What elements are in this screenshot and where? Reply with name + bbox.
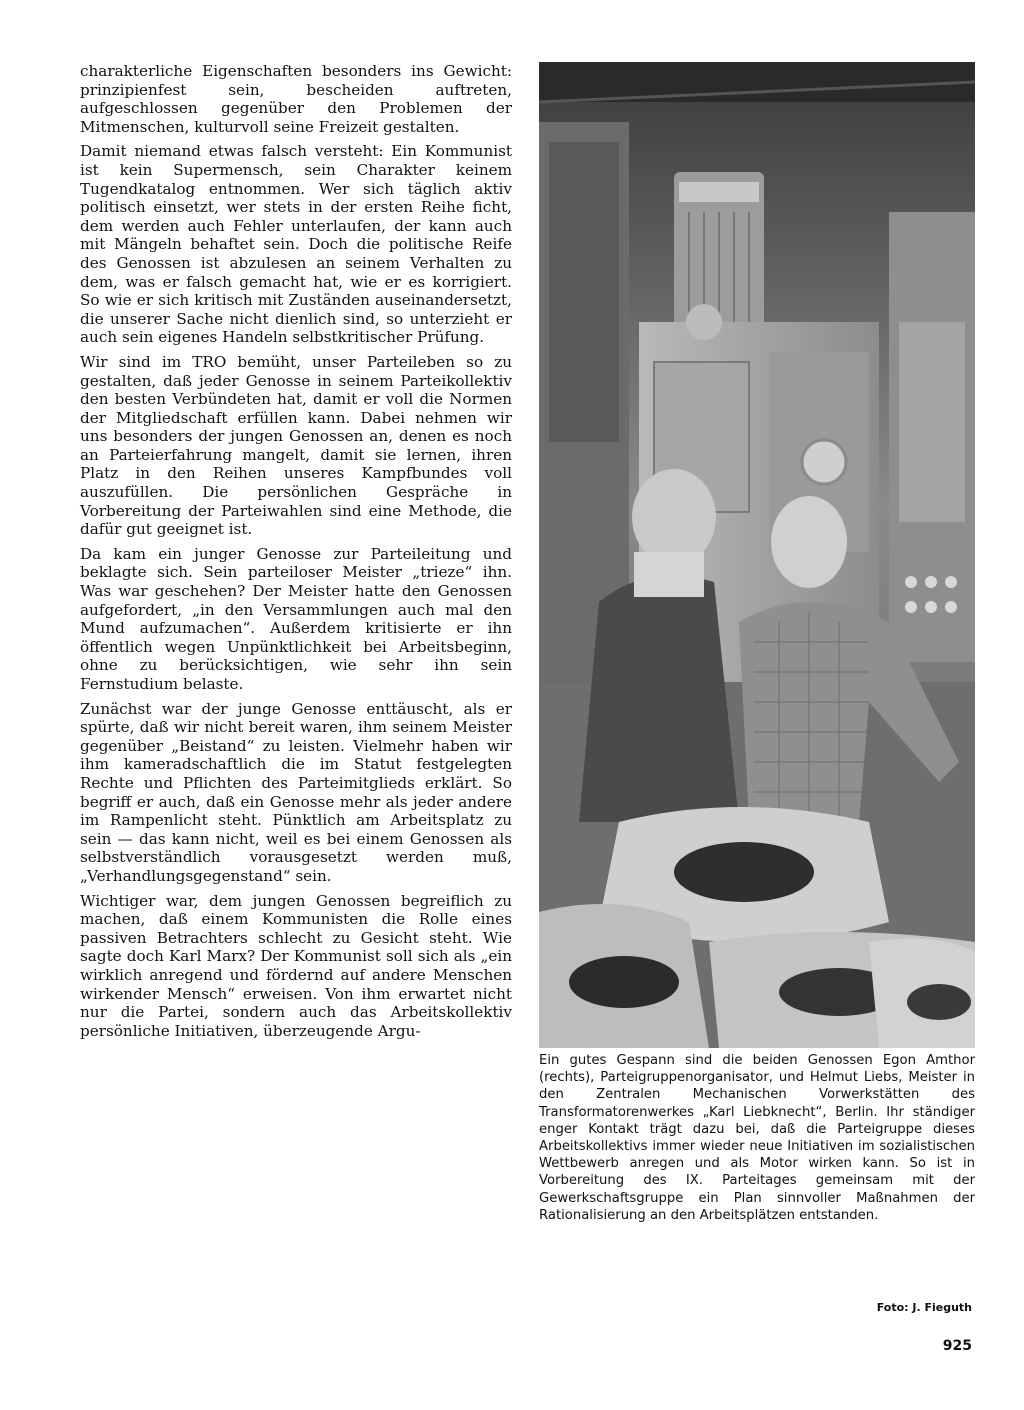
article-column (80, 62, 512, 1046)
paragraph: Damit niemand etwas falsch versteht: Ein Kommunist ist kein Supermensch, sein Charakter keinem Tugendkatalog entnommen. Wer sich täglich aktiv politisch einsetzt, wer stets in der ersten Reihe ficht, dem werden auch Fehler unterlaufen, der kann auch mit Mängeln behaftet sein. Doch die politische Reife des Genossen ist abzulesen an seinem Verhalten zu dem, was er falsch gemacht hat, wie er es korrigiert. So wie er sich kritisch mit Zuständen auseinandersetzt, die unserer Sache nicht dienlich sind, so unterzieht er auch sein eigenes Handeln selbstkritischer Prüfung. (80, 142, 512, 347)
page-number: 925 (942, 1338, 972, 1354)
factory-photo (539, 62, 975, 1048)
paragraph: Zunächst war der junge Genosse enttäuscht, als er spürte, daß wir nicht bereit waren, ihm seinem Meister gegenüber „Beistand“ zu leisten. Vielmehr haben wir ihm kameradschaftlich die im Statut festgelegten Rechte und Pflichten des Parteimitglieds erklärt. So begriff er auch, daß ein Genosse mehr als jeder andere im Rampenlicht steht. Pünktlich am Arbeitsplatz zu sein — das kann nicht, weil es bei einem Genossen als selbstverständlich vorausgesetzt werden muß, „Verhandlungsgegenstand“ sein. (80, 699, 512, 885)
paragraph: charakterliche Eigenschaften besonders ins Gewicht: prinzipienfest sein, bescheiden auftreten, aufgeschlossen gegenüber den Problemen der Mitmenschen, kulturvoll seine Freizeit gestalten. (80, 62, 512, 136)
photo-caption: Ein gutes Gespann sind die beiden Genossen Egon Amthor (rechts), Parteigruppenorganisator, und Helmut Liebs, Meister in den Zentralen Mechanischen Vorwerkstätten des Transformatorenwerkes „Karl Liebknecht“, Berlin. Ihr ständiger enger Kontakt trägt dazu bei, daß die Parteigruppe dieses Arbeitskollektivs immer wieder neue Initiativen im sozialistischen Wettbewerb anregen und als Motor wirken kann. So ist in Vorbereitung des IX. Parteitages gemeinsam mit der Gewerkschaftsgruppe ein Plan sinnvoller Maßnahmen der Rationalisierung an den Arbeitsplätzen entstanden. (539, 1053, 975, 1223)
photo-credit: Foto: J. Fieguth (876, 1301, 972, 1314)
factory-photo-illustration (539, 62, 975, 1048)
paragraph: Wir sind im TRO bemüht, unser Parteileben so zu gestalten, daß jeder Genosse in seinem Parteikollektiv den besten Verbündeten hat, damit er voll die Normen der Mitgliedschaft erfüllen kann. Dabei nehmen wir uns besonders der jungen Genossen an, denen es noch an Parteierfahrung mangelt, damit sie lernen, ihren Platz in den Reihen unseres Kampfbundes voll auszufüllen. Die persönlichen Gespräche in Vorbereitung der Parteiwahlen sind eine Methode, die dafür gut geeignet ist. (80, 352, 512, 539)
paragraph: Da kam ein junger Genosse zur Parteileitung und beklagte sich. Sein parteiloser Meister „trieze“ ihn. Was war geschehen? Der Meister hatte den Genossen aufgefordert, „in den Versammlungen auch mal den Mund aufzumachen“. Außerdem kritisierte er ihn öffentlich wegen Unpünktlichkeit bei Arbeitsbeginn, ohne zu berücksichtigen, wie sehr ihn sein Fernstudium belaste. (80, 544, 512, 693)
paragraph: Wichtiger war, dem jungen Genossen begreiflich zu machen, daß einem Kommunisten die Rolle eines passiven Betrachters schlecht zu Gesicht steht. Wie sagte doch Karl Marx? Der Kommunist soll sich als „ein wirklich anregend und fördernd auf andere Menschen wirkender Mensch“ erweisen. Von ihm erwartet nicht nur die Partei, sondern auch das Arbeitskollektiv persönliche Initiativen, überzeugende Argu- (80, 891, 512, 1040)
